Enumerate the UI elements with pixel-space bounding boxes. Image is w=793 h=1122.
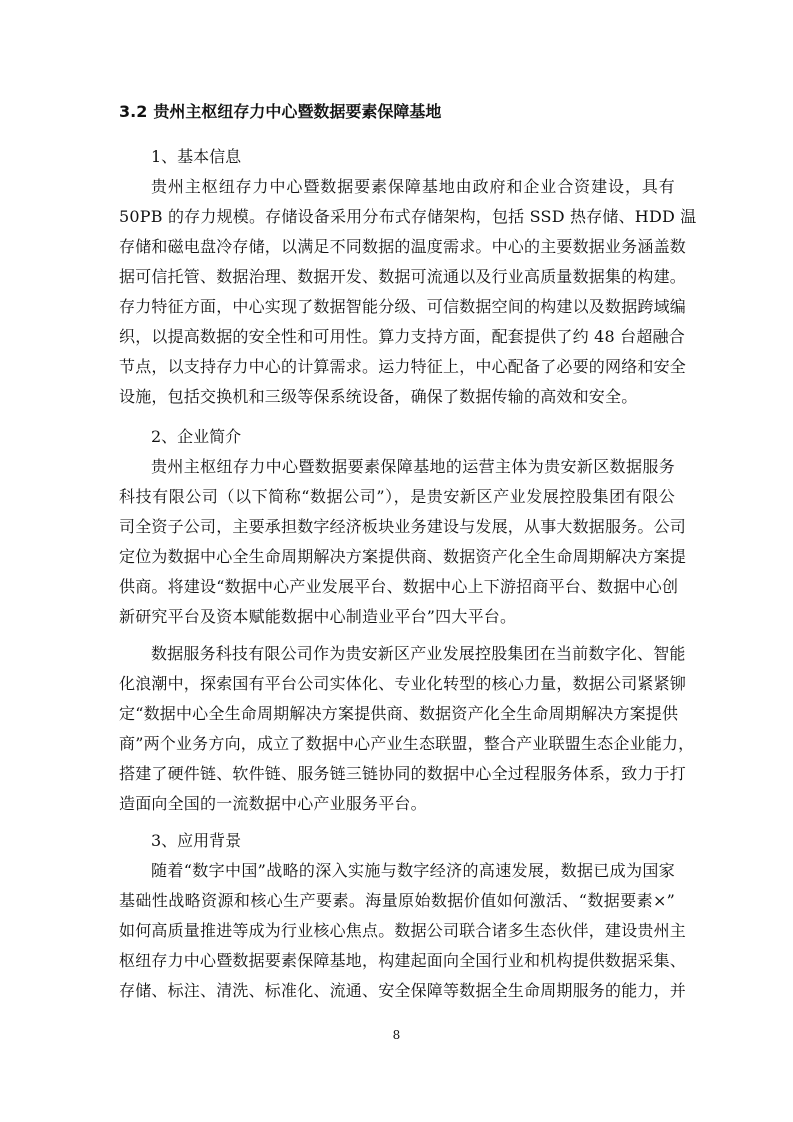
subsection-heading-company-intro: 2、企业简介 xyxy=(151,427,242,446)
paragraph-line: 供商。将建设“数据中心产业发展平台、数据中心上下游招商平台、数据中心创 xyxy=(119,577,679,596)
paragraph-line: 据可信托管、数据治理、数据开发、数据可流通以及行业高质量数据集的构建。 xyxy=(119,267,687,286)
paragraph-line: 织，以提高数据的安全性和可用性。算力支持方面，配套提供了约 48 台超融合 xyxy=(119,327,685,346)
paragraph-line: 定“数据中心全生命周期解决方案提供商、数据资产化全生命周期解决方案提供 xyxy=(119,704,679,723)
paragraph-line: 新研究平台及资本赋能数据中心制造业平台”四大平台。 xyxy=(119,607,517,626)
paragraph-line: 商”两个业务方向，成立了数据中心产业生态联盟，整合产业联盟生态企业能力， xyxy=(119,734,695,753)
paragraph-line: 科技有限公司（以下简称“数据公司”），是贵安新区产业发展控股集团有限公 xyxy=(119,487,675,506)
paragraph-line: 随着“数字中国”战略的深入实施与数字经济的高速发展，数据已成为国家 xyxy=(151,861,675,880)
section-title: 贵州主枢纽存力中心暨数据要素保障基地 xyxy=(153,102,442,121)
page-number: 8 xyxy=(392,1028,401,1042)
section-heading xyxy=(119,101,441,123)
paragraph-line: 贵州主枢纽存力中心暨数据要素保障基地由政府和企业合资建设，具有 xyxy=(151,177,675,196)
section-number: 3.2 xyxy=(119,102,148,121)
paragraph-line: 贵州主枢纽存力中心暨数据要素保障基地的运营主体为贵安新区数据服务 xyxy=(151,457,675,476)
paragraph-line: 造面向全国的一流数据中心产业服务平台。 xyxy=(119,794,427,813)
paragraph-line: 存储、标注、清洗、标准化、流通、安全保障等数据全生命周期服务的能力，并 xyxy=(119,981,687,1000)
paragraph-line: 化浪潮中，探索国有平台公司实体化、专业化转型的核心力量，数据公司紧紧铆 xyxy=(119,674,687,693)
paragraph-line: 设施，包括交换机和三级等保系统设备，确保了数据传输的高效和安全。 xyxy=(119,387,638,406)
paragraph-line: 存力特征方面，中心实现了数据智能分级、可信数据空间的构建以及数据跨域编 xyxy=(119,297,687,316)
paragraph-line: 枢纽存力中心暨数据要素保障基地，构建起面向全国行业和机构提供数据采集、 xyxy=(119,951,687,970)
subsection-heading-basic-info: 1、基本信息 xyxy=(151,147,242,166)
paragraph-line: 定位为数据中心全生命周期解决方案提供商、数据资产化全生命周期解决方案提 xyxy=(119,547,687,566)
paragraph-line: 基础性战略资源和核心生产要素。海量原始数据价值如何激活、“数据要素×” xyxy=(119,891,675,910)
paragraph-line: 数据服务科技有限公司作为贵安新区产业发展控股集团在当前数字化、智能 xyxy=(151,644,686,663)
paragraph-line: 如何高质量推进等成为行业核心焦点。数据公司联合诸多生态伙伴，建设贵州主 xyxy=(119,921,687,940)
paragraph-line: 50PB 的存力规模。存储设备采用分布式存储架构，包括 SSD 热存储、HDD 温 xyxy=(119,207,697,226)
paragraph-line: 存储和磁电盘冷存储，以满足不同数据的温度需求。中心的主要数据业务涵盖数 xyxy=(119,237,687,256)
paragraph-line: 节点，以支持存力中心的计算需求。运力特征上，中心配备了必要的网络和安全 xyxy=(119,357,687,376)
paragraph-line: 搭建了硬件链、软件链、服务链三链协同的数据中心全过程服务体系，致力于打 xyxy=(119,764,687,783)
subsection-heading-background: 3、应用背景 xyxy=(151,831,242,850)
paragraph-line: 司全资子公司，主要承担数字经济板块业务建设与发展，从事大数据服务。公司 xyxy=(119,517,687,536)
